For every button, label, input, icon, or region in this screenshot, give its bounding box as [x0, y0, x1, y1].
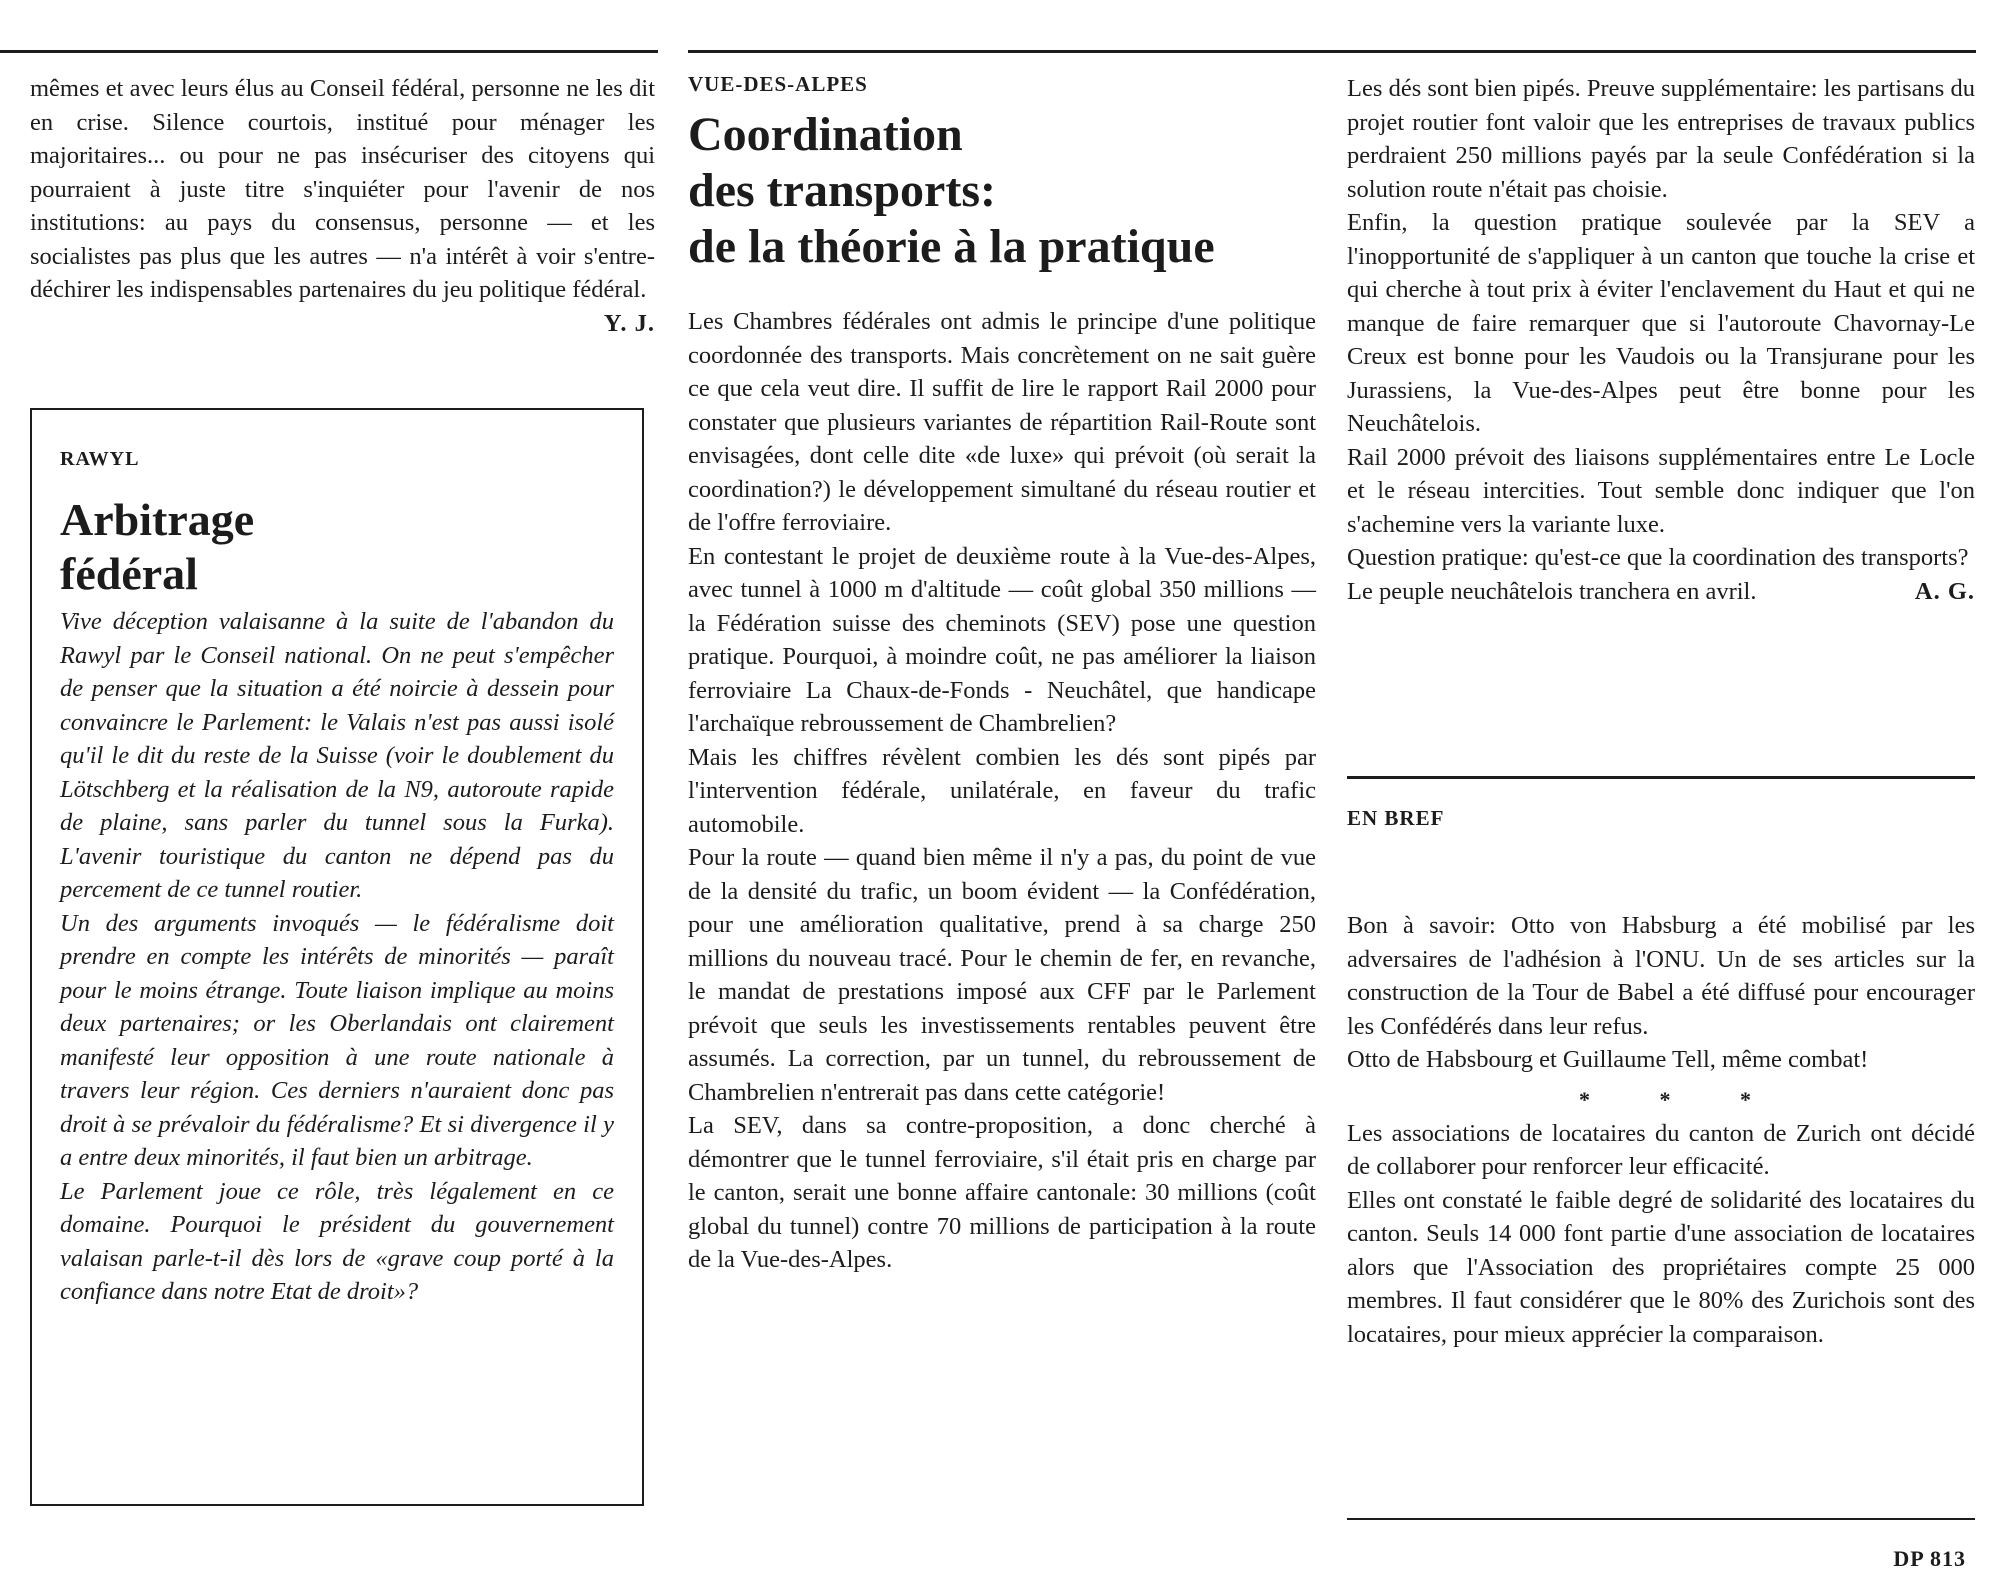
intro-signature: Y. J.	[603, 309, 655, 337]
rawyl-kicker: RAWYL	[60, 448, 140, 470]
top-rule-right	[688, 50, 1976, 53]
article-last-line: Le peuple neuchâtelois tranchera en avril. A. G.	[1347, 575, 1975, 609]
rawyl-headline-line1: Arbitrage	[60, 494, 255, 545]
top-rule-left	[0, 50, 658, 53]
column-right	[1347, 72, 1975, 608]
brief-paragraph: Les associations de locataires du canton de Zurich ont décidé de collaborer pour renforcer leur efficacité.	[1347, 1119, 1975, 1180]
brief-bottom-rule	[1347, 1518, 1975, 1520]
article-continued-paragraph: Rail 2000 prévoit des liaisons supplémentaires entre Le Locle et le réseau intercities. Tout semble donc indiquer que l'on s'achemine vers la variante luxe.	[1347, 443, 1975, 538]
article-headline-line3: de la théorie à la pratique	[688, 220, 1215, 273]
brief-kicker: EN BREF	[1347, 806, 1445, 830]
page-number: DP 813	[1893, 1546, 1966, 1571]
rawyl-box	[30, 408, 644, 1506]
brief-separator: * * *	[1579, 1086, 1783, 1112]
brief-top-rule	[1347, 776, 1975, 779]
article-paragraph: Les Chambres fédérales ont admis le principe d'une politique coordonnée des transports. Mais concrètement on ne sait guère ce que cela veut dire. Il suffit de lire le rapport Rail 2000 pour constater que plusieurs variantes de répartition Rail-Route sont envisagées, dont celle dite «de luxe» qui prévoit (où serait la coordination?) le développement simultané du réseau routier et de l'offre ferroviaire.	[688, 308, 1316, 536]
article-paragraph: La SEV, dans sa contre-proposition, a donc cherché à démontrer que le tunnel ferroviaire, s'il était pris en charge par le canton, serait une bonne affaire cantonale: 30 millions (coût global du tunnel) contre 70 millions de participation à la route de la Vue-des-Alpes.	[688, 1112, 1316, 1273]
column-middle	[688, 72, 1316, 1277]
article-paragraph: Mais les chiffres révèlent combien les dés sont pipés par l'intervention fédérale, unilatérale, en faveur du trafic automobile.	[688, 743, 1316, 838]
brief-paragraph: Elles ont constaté le faible degré de solidarité des locataires du canton. Seuls 14 000 font partie d'une association de locataires alors que l'Association des propriétaires compte 25 000 membres. Il faut considérer que le 80% des Zurichois sont des locataires, pour mieux apprécier la comparaison.	[1347, 1186, 1975, 1348]
article-signature: A. G.	[1914, 577, 1975, 605]
article-paragraph: Pour la route — quand bien même il n'y a pas, du point de vue de la densité du trafic, un boom évident — la Confédération, pour une amélioration qualitative, prend à sa charge 250 millions du nouveau tracé. Pour le chemin de fer, en revanche, le mandat de prestations imposé aux CFF par le Parlement prévoit que seuls les investissements rentables peuvent être assumés. La correction, par un tunnel, du rebroussement de Chambrelien n'entrerait pas dans cette catégorie!	[688, 844, 1316, 1106]
article-continued-paragraph: Enfin, la question pratique soulevée par la SEV a l'inopportunité de s'appliquer à un canton que touche la crise et qui cherche à tout prix à éviter l'enclavement du Haut et qui ne manque de faire remarquer que si l'autoroute Chavornay-Le Creux est bonne pour les Vaudois ou la Transjurane pour les Jurassiens, la Vue-des-Alpes peut être bonne pour les Neuchâtelois.	[1347, 209, 1975, 437]
article-headline-line1: Coordination	[688, 108, 963, 161]
vue-des-alpes-kicker: VUE-DES-ALPES	[688, 72, 868, 96]
intro-paragraph: mêmes et avec leurs élus au Conseil fédéral, personne ne les dit en crise. Silence courtois, institué pour ménager les majoritaires... ou pour ne pas insécuriser des citoyens qui pourraient à juste titre s'inquiéter pour l'avenir de nos institutions: au pays du consensus, personne — et les socialistes pas plus que les autres — n'a intérêt à voir s'entre-déchirer les indispensables partenaires du jeu politique fédéral. Y. J.	[30, 72, 655, 307]
article-continued-paragraph: Question pratique: qu'est-ce que la coordination des transports?	[1347, 544, 1969, 571]
brief-paragraph: Bon à savoir: Otto von Habsburg a été mobilisé par les adversaires de l'adhésion à l'ONU. Un de ses articles sur la construction de la Tour de Babel a été diffusé pour encourager les Confédérés dans leur refus.	[1347, 912, 1975, 1040]
brief-paragraph: Otto de Habsbourg et Guillaume Tell, même combat!	[1347, 1046, 1869, 1073]
rawyl-paragraph: Le Parlement joue ce rôle, très légalement en ce domaine. Pourquoi le président du gouvernement valaisan parle-t-il dès lors de «grave coup porté à la confiance dans notre Etat de droit»?	[60, 1177, 614, 1305]
rawyl-headline-line2: fédéral	[60, 548, 198, 599]
article-paragraph: En contestant le projet de deuxième route à la Vue-des-Alpes, avec tunnel à 1000 m d'altitude — coût global 350 millions — la Fédération suisse des cheminots (SEV) pose une question pratique. Pourquoi, à moindre coût, ne pas améliorer la liaison ferroviaire La Chaux-de-Fonds - Neuchâtel, que handicape l'archaïque rebroussement de Chambrelien?	[688, 542, 1316, 737]
brief-section	[1347, 806, 1975, 1351]
article-headline-line2: des transports:	[688, 164, 996, 217]
rawyl-paragraph: Un des arguments invoqués — le fédéralisme doit prendre en compte les intérêts de minorités — paraît pour le moins étrange. Toute liaison implique au moins deux partenaires; or les Oberlandais ont clairement manifesté leur opposition à une route nationale à travers leur région. Ces derniers n'auraient donc pas droit à se prévaloir du fédéralisme? Et si divergence il y a entre deux minorités, il faut bien un arbitrage.	[60, 909, 614, 1171]
article-continued-paragraph: Les dés sont bien pipés. Preuve supplémentaire: les partisans du projet routier font valoir que les entreprises de travaux publics perdraient 250 millions payés par la seule Confédération si la solution route n'était pas choisie.	[1347, 75, 1975, 203]
column-left	[30, 72, 655, 340]
rawyl-paragraph: Vive déception valaisanne à la suite de l'abandon du Rawyl par le Conseil national. On ne peut s'empêcher de penser que la situation a été noircie à dessein pour convaincre le Parlement: le Valais n'est pas aussi isolé qu'il le dit du reste de la Suisse (voir le doublement du Lötschberg et la réalisation de la N9, autoroute rapide de plaine, sans parler du tunnel sous la Furka). L'avenir touristique du canton ne dépend pas du percement de ce tunnel routier.	[60, 608, 614, 903]
